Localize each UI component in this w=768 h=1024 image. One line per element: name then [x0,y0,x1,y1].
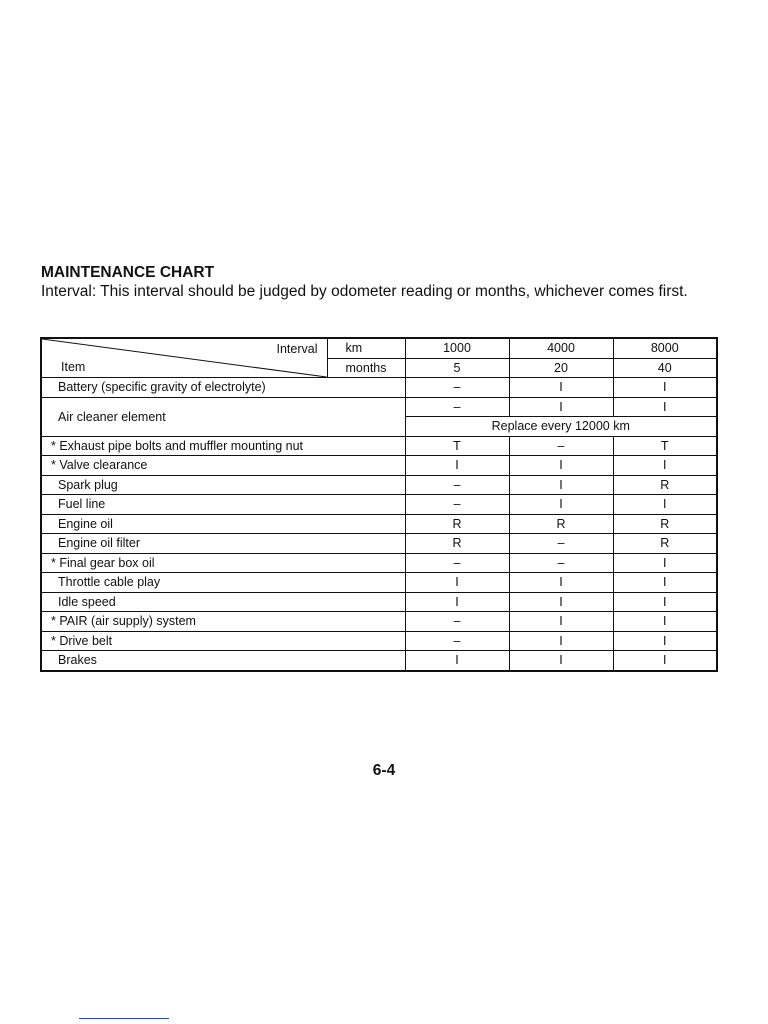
interval-action-cell: I [613,612,717,632]
interval-action-cell: I [613,631,717,651]
table-row [41,651,717,671]
table-row [41,592,717,612]
interval-action-cell: R [509,514,613,534]
interval-action-cell: I [405,456,509,476]
table-row [41,475,717,495]
table-row [41,436,717,456]
interval-action-cell: I [613,397,717,417]
table-row [41,456,717,476]
interval-description: Interval: This interval should be judged by odometer reading or months, whichever comes first. [41,283,688,300]
interval-action-cell: I [509,495,613,515]
km-value-3: 8000 [613,338,717,358]
interval-action-cell: R [405,514,509,534]
interval-action-cell: I [613,456,717,476]
interval-action-cell: I [509,573,613,593]
interval-action-cell: R [405,534,509,554]
table-row [41,378,717,398]
interval-action-cell: I [509,475,613,495]
interval-action-cell: – [405,553,509,573]
header-row-km [41,338,717,358]
interval-action-cell: – [509,534,613,554]
maintenance-item-label: * Drive belt [41,631,405,651]
km-value-1: 1000 [405,338,509,358]
interval-action-cell: I [509,651,613,671]
maintenance-item-label: Air cleaner element [41,397,405,436]
item-header-label: Item [61,360,86,374]
page-heading: MAINTENANCE CHART [41,264,215,281]
interval-action-cell: R [613,514,717,534]
interval-action-cell: I [613,592,717,612]
interval-action-cell: T [613,436,717,456]
maintenance-item-label: Battery (specific gravity of electrolyte) [41,378,405,398]
diagonal-header-cell [41,338,327,378]
interval-action-cell: – [405,612,509,632]
interval-action-cell: – [405,495,509,515]
maintenance-item-label: * Exhaust pipe bolts and muffler mounting nut [41,436,405,456]
maintenance-item-label: Spark plug [41,475,405,495]
interval-action-cell: I [613,651,717,671]
table-row [41,573,717,593]
interval-action-cell: – [509,553,613,573]
maintenance-item-label: * PAIR (air supply) system [41,612,405,632]
table-row [41,534,717,554]
maintenance-item-label: Throttle cable play [41,573,405,593]
table-row [41,553,717,573]
maintenance-item-label: * Final gear box oil [41,553,405,573]
unit-km-label: km [327,338,405,358]
footer-link-underline [79,1018,169,1019]
months-value-2: 20 [509,358,613,378]
interval-action-cell: R [613,534,717,554]
maintenance-item-label: Engine oil filter [41,534,405,554]
months-value-3: 40 [613,358,717,378]
interval-action-cell: R [613,475,717,495]
interval-action-cell: I [613,495,717,515]
interval-action-cell: – [509,436,613,456]
months-value-1: 5 [405,358,509,378]
interval-action-cell: – [405,631,509,651]
interval-action-cell: I [509,456,613,476]
interval-action-cell: I [613,378,717,398]
interval-action-cell: I [509,612,613,632]
maintenance-item-label: Fuel line [41,495,405,515]
interval-action-cell: I [405,573,509,593]
maintenance-chart-body [41,338,717,671]
interval-action-cell: – [405,475,509,495]
table-row [41,495,717,515]
interval-action-cell: I [509,592,613,612]
table-row [41,514,717,534]
interval-action-cell: – [405,397,509,417]
interval-action-cell: – [405,378,509,398]
page-number: 6-4 [372,762,396,779]
km-value-2: 4000 [509,338,613,358]
table-row [41,631,717,651]
interval-action-cell: I [509,378,613,398]
interval-action-cell: I [613,573,717,593]
maintenance-chart-table [40,337,718,672]
maintenance-item-label: Engine oil [41,514,405,534]
interval-action-cell: I [613,553,717,573]
interval-header-label: Interval [276,342,318,356]
maintenance-item-label: Idle speed [41,592,405,612]
interval-action-cell: I [509,397,613,417]
interval-action-cell: I [405,651,509,671]
interval-action-cell: T [405,436,509,456]
maintenance-item-label: * Valve clearance [41,456,405,476]
maintenance-item-label: Brakes [41,651,405,671]
replacement-note-cell: Replace every 12000 km [405,417,717,437]
interval-action-cell: I [405,592,509,612]
table-row [41,612,717,632]
table-row [41,397,717,417]
unit-months-label: months [327,358,405,378]
interval-action-cell: I [509,631,613,651]
